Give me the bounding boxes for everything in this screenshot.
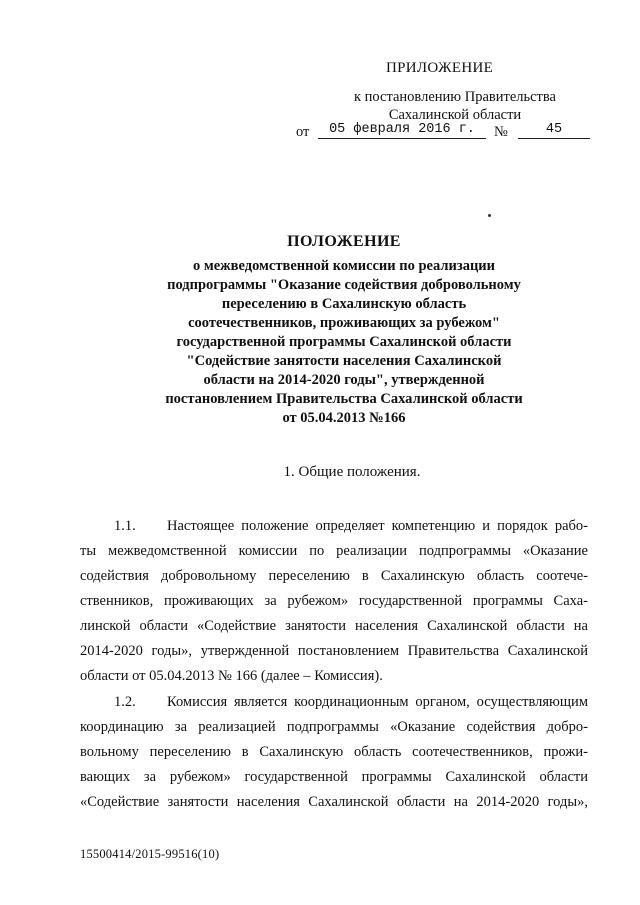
paragraph-line: «Содействие занятости населения Сахалинской области на 2014-2020 годы», (80, 794, 588, 810)
subtitle-line: постановлением Правительства Сахалинской области (165, 391, 523, 407)
subtitle-line: области на 2014-2020 годы", утвержденной (203, 372, 485, 388)
paragraph-line: 2014-2020 годы», утвержденной постановлением Правительства Сахалинской (80, 643, 588, 659)
subtitle-line: переселению в Сахалинскую область (221, 296, 467, 312)
decree-date-line (296, 122, 596, 144)
decree-reference (340, 88, 570, 124)
decree-reference-line: к постановлению Правительства (354, 89, 556, 105)
paragraph-line: Комиссия является координационным органом, осуществляющим (167, 694, 588, 710)
paragraph-line: Настоящее положение определяет компетенцию и порядок рабо- (167, 518, 588, 534)
subtitle-line: государственной программы Сахалинской области (176, 334, 512, 350)
paragraph-line: вающих за рубежом» государственной программы Сахалинской области (80, 769, 588, 785)
appendix-title: ПРИЛОЖЕНИЕ (386, 60, 494, 76)
paragraph-line: координацию за реализацией подпрограммы «Оказание содействия добро- (80, 719, 588, 735)
decree-reference-line: Сахалинской области (388, 107, 522, 123)
paragraph-line: области от 05.04.2013 № 166 (далее – Комиссия). (80, 668, 383, 684)
paragraph-line: вольному переселению в Сахалинскую область соотечественников, прожи- (80, 744, 588, 760)
subtitle-line: о межведомственной комиссии по реализации (192, 258, 496, 274)
document-subtitle (120, 257, 568, 428)
subtitle-line: соотечественников, проживающих за рубежом" (188, 315, 500, 331)
section-heading: 1. Общие положения. (283, 464, 421, 480)
document-title: ПОЛОЖЕНИЕ (287, 233, 401, 250)
document-footer-code: 15500414/2015-99516(10) (80, 847, 220, 861)
paragraph-number: 1.2. (114, 694, 136, 710)
subtitle-line: подпрограммы "Оказание содействия добровольному (167, 277, 521, 293)
number-prefix: № (494, 124, 508, 140)
paragraph-number: 1.1. (114, 518, 136, 534)
paragraph-line: линской области «Содействие занятости населения Сахалинской области на (80, 618, 588, 634)
date-prefix: от (296, 124, 310, 140)
paragraph-line: ственников, проживающих за рубежом» государственной программы Саха- (80, 593, 588, 609)
paragraph-line: ты межведомственной комиссии по реализации подпрограммы «Оказание (80, 543, 588, 559)
subtitle-line: от 05.04.2013 №166 (282, 410, 406, 426)
decree-date: 05 февраля 2016 г. (318, 122, 486, 139)
decree-number: 45 (518, 122, 590, 139)
subtitle-line: "Содействие занятости населения Сахалинской (186, 353, 502, 369)
paragraph-line: содействия добровольному переселению в Сахалинскую область соотече- (80, 568, 588, 584)
scan-mark (488, 214, 491, 217)
